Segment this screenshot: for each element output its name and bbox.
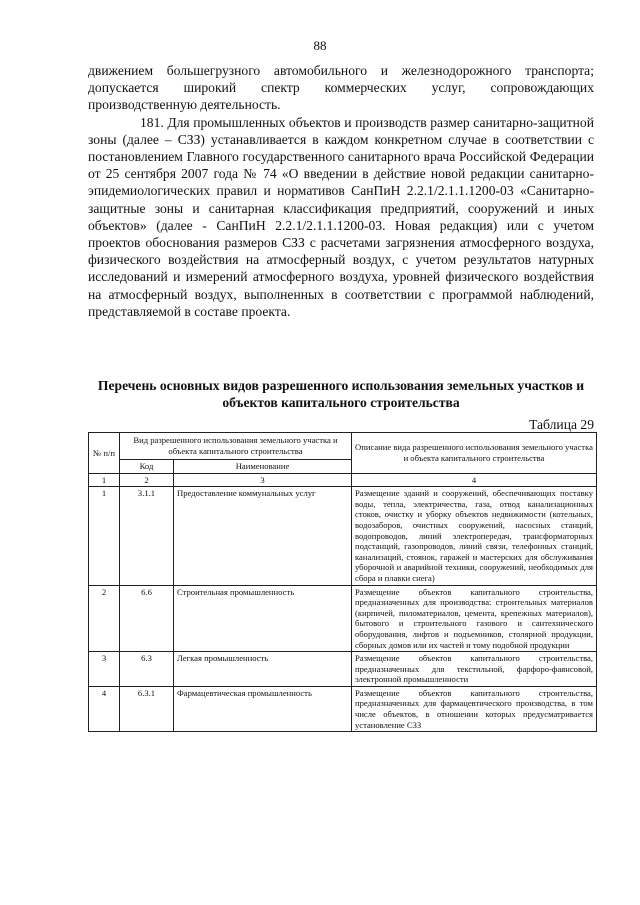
column-number: 1	[89, 473, 120, 487]
table-row	[89, 652, 597, 687]
paragraph-181: 181. Для промышленных объектов и производств размер санитарно-защитной зоны (далее – СЗЗ) устанавливается в каждом конкретном случае в соответствии с постановлением Главного государственного санитарного врача Российской Федерации от 25 сентября 2007 года № 74 «О введении в действие новой редакции санитарно-эпидемиологических правил и нормативов СанПиН 2.2.1/2.1.1.1200-03 «Санитарно-защитные зоны и санитарная классификация предприятий, сооружений и иных объектов» (далее - СанПиН 2.2.1/2.1.1.1200-03. Новая редакция) или с учетом проектов обоснования размеров СЗЗ с расчетами загрязнения атмосферного воздуха, физического воздействия на атмосферный воздух, с учетом результатов натурных исследований и измерений атмосферного воздуха, уровней физического воздействия на атмосферный воздух, выполненных в соответствии с программой наблюдений, представляемой в составе проекта.	[88, 114, 594, 319]
row-code: 6.3.1	[120, 686, 174, 731]
row-description: Размещение объектов капитального строительства, предназначенных для текстильной, фарфоро-фаянсовой, электронной промышленности	[352, 652, 597, 687]
row-num: 3	[89, 652, 120, 687]
row-description: Размещение зданий и сооружений, обеспечивающих поставку воды, тепла, электричества, газа, отвод канализационных стоков, очистку и уборку объектов недвижимости (котельных, водозаборов, очистных сооружений, насосных станций, водопроводов, линий электропередач, трансформаторных подстанций, газопроводов, линий связи, телефонных станций, канализаций, стоянок, гаражей и мастерских для обслуживания уборочной и аварийной техники, сооружений, необходимых для сбора и плавки снега)	[352, 487, 597, 585]
row-name: Фармацевтическая промышленность	[174, 686, 352, 731]
section-heading: Перечень основных видов разрешенного использования земельных участков и объектов капитального строительства	[97, 378, 585, 411]
row-description: Размещение объектов капитального строительства, предназначенных для производства: строительных материалов (кирпичей, пиломатериалов, цемента, крепежных материалов), бытового и строительного газового и сантехнического оборудования, лифтов и подъемников, столярной продукции, сборных домов или их частей и тому подобной продукции	[352, 585, 597, 652]
body-text	[88, 62, 594, 320]
header-description: Описание вида разрешенного использования земельного участка и объекта капитального строительства	[352, 433, 597, 474]
header-kind: Вид разрешенного использования земельного участка и объекта капитального строительства	[120, 433, 352, 460]
table-container	[88, 432, 596, 732]
row-description: Размещение объектов капитального строительства, предназначенных для фармацевтического производства, в том числе объектов, в отношении которых предусматривается установление СЗЗ	[352, 686, 597, 731]
table-row	[89, 585, 597, 652]
row-code: 3.1.1	[120, 487, 174, 585]
row-name: Легкая промышленность	[174, 652, 352, 687]
row-code: 6.6	[120, 585, 174, 652]
paragraph-continuation: движением большегрузного автомобильного и железнодорожного транспорта; допускается широкий спектр коммерческих услуг, сопровождающих производственную деятельность.	[88, 63, 594, 113]
column-number: 2	[120, 473, 174, 487]
header-name: Наименование	[174, 460, 352, 474]
row-code: 6.3	[120, 652, 174, 687]
land-use-table	[88, 432, 597, 732]
table-caption: Таблица 29	[529, 417, 594, 432]
header-num: № п/п	[89, 433, 120, 474]
column-number: 4	[352, 473, 597, 487]
table-row	[89, 487, 597, 585]
page-number: 88	[313, 38, 327, 53]
row-num: 2	[89, 585, 120, 652]
row-num: 4	[89, 686, 120, 731]
column-number: 3	[174, 473, 352, 487]
table-row	[89, 686, 597, 731]
row-name: Строительная промышленность	[174, 585, 352, 652]
row-num: 1	[89, 487, 120, 585]
header-code: Код	[120, 460, 174, 474]
row-name: Предоставление коммунальных услуг	[174, 487, 352, 585]
